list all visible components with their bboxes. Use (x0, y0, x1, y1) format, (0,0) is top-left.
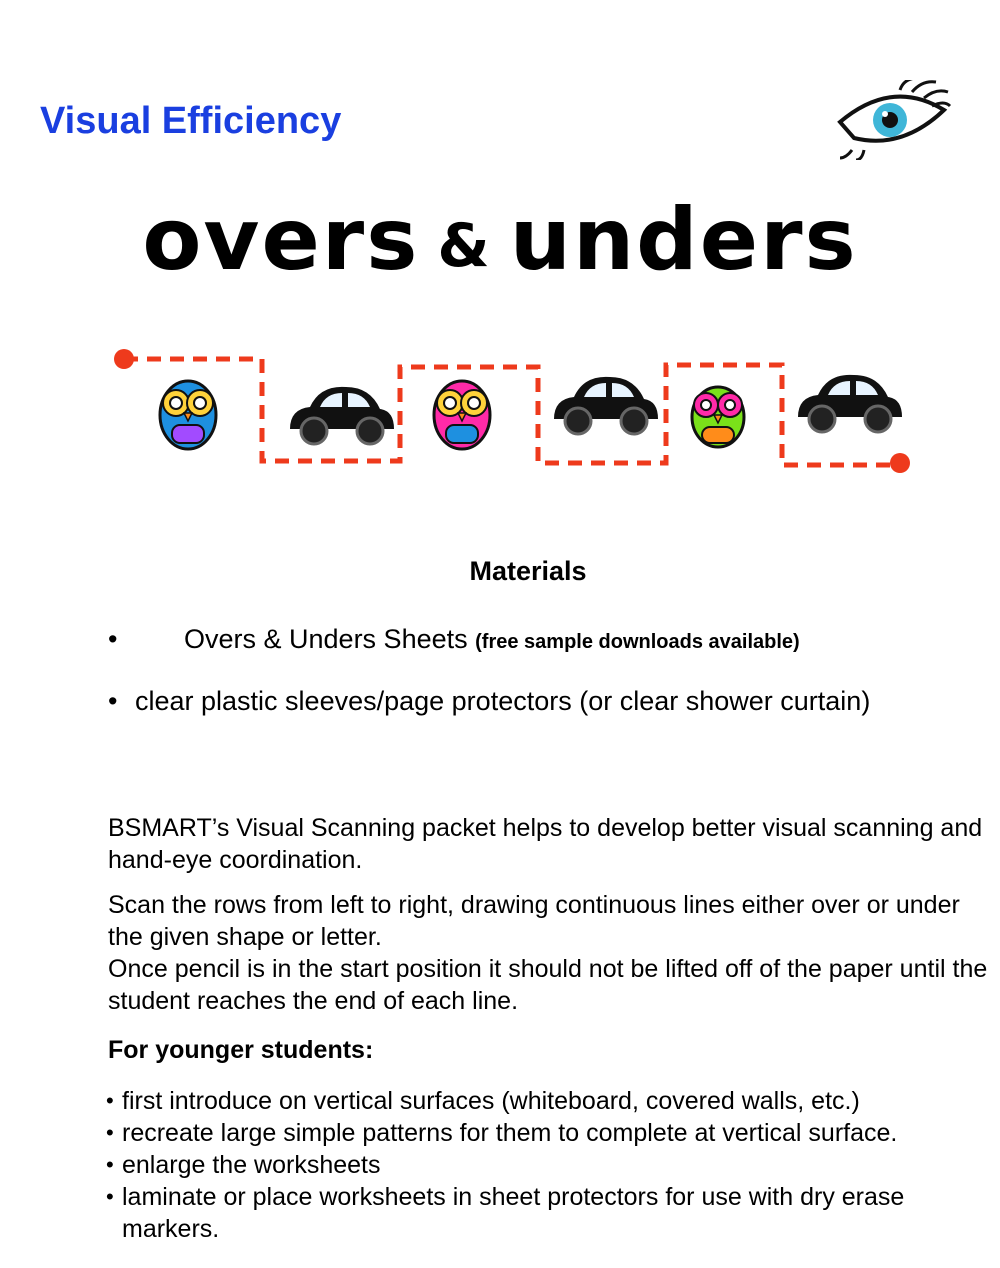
main-title (0, 190, 1000, 290)
materials-item (135, 686, 870, 717)
younger-students-list (104, 1085, 994, 1245)
materials-heading: Materials (469, 556, 587, 586)
materials-item (184, 624, 800, 655)
younger-students-heading: For younger students: (108, 1036, 374, 1064)
owl-icon (160, 381, 216, 449)
materials-item-note: (free sample downloads available) (475, 631, 800, 653)
car-icon (554, 377, 658, 434)
list-item: • enlarge the worksheets (106, 1151, 381, 1179)
car-icon (290, 387, 394, 444)
main-title-unders: unders (509, 190, 858, 290)
description-paragraph: BSMART’s Visual Scanning packet helps to develop better visual scanning and hand-eye coordination. (108, 814, 983, 874)
header-title: Visual Efficiency (40, 100, 342, 142)
bullet: • (108, 686, 118, 716)
bullet: • (108, 624, 118, 654)
eye-icon (832, 80, 952, 160)
list-item: • laminate or place worksheets in sheet protectors for use with dry erase markers. (106, 1183, 905, 1243)
list-item: • first introduce on vertical surfaces (whiteboard, covered walls, etc.) (106, 1087, 860, 1115)
dashed-path (124, 359, 900, 465)
description-paragraph: Scan the rows from left to right, drawing continuous lines either over or under the given shape or letter. (108, 891, 960, 951)
main-title-ampersand: & (437, 210, 492, 281)
start-dot (114, 349, 134, 369)
car-icon (798, 375, 902, 432)
main-title-overs: overs (142, 190, 420, 290)
owl-icon (692, 387, 744, 447)
list-item: • recreate large simple patterns for them to complete at vertical surface. (106, 1119, 898, 1147)
owl-icon (434, 381, 490, 449)
materials-item-text: clear plastic sleeves/page protectors (or clear shower curtain) (135, 686, 871, 716)
overs-unders-illustration (110, 345, 920, 480)
description-paragraph: Once pencil is in the start position it should not be lifted off of the paper until the student reaches the end of each line. (108, 955, 988, 1015)
end-dot (890, 453, 910, 473)
materials-item-text: Overs & Unders Sheets (184, 624, 468, 654)
